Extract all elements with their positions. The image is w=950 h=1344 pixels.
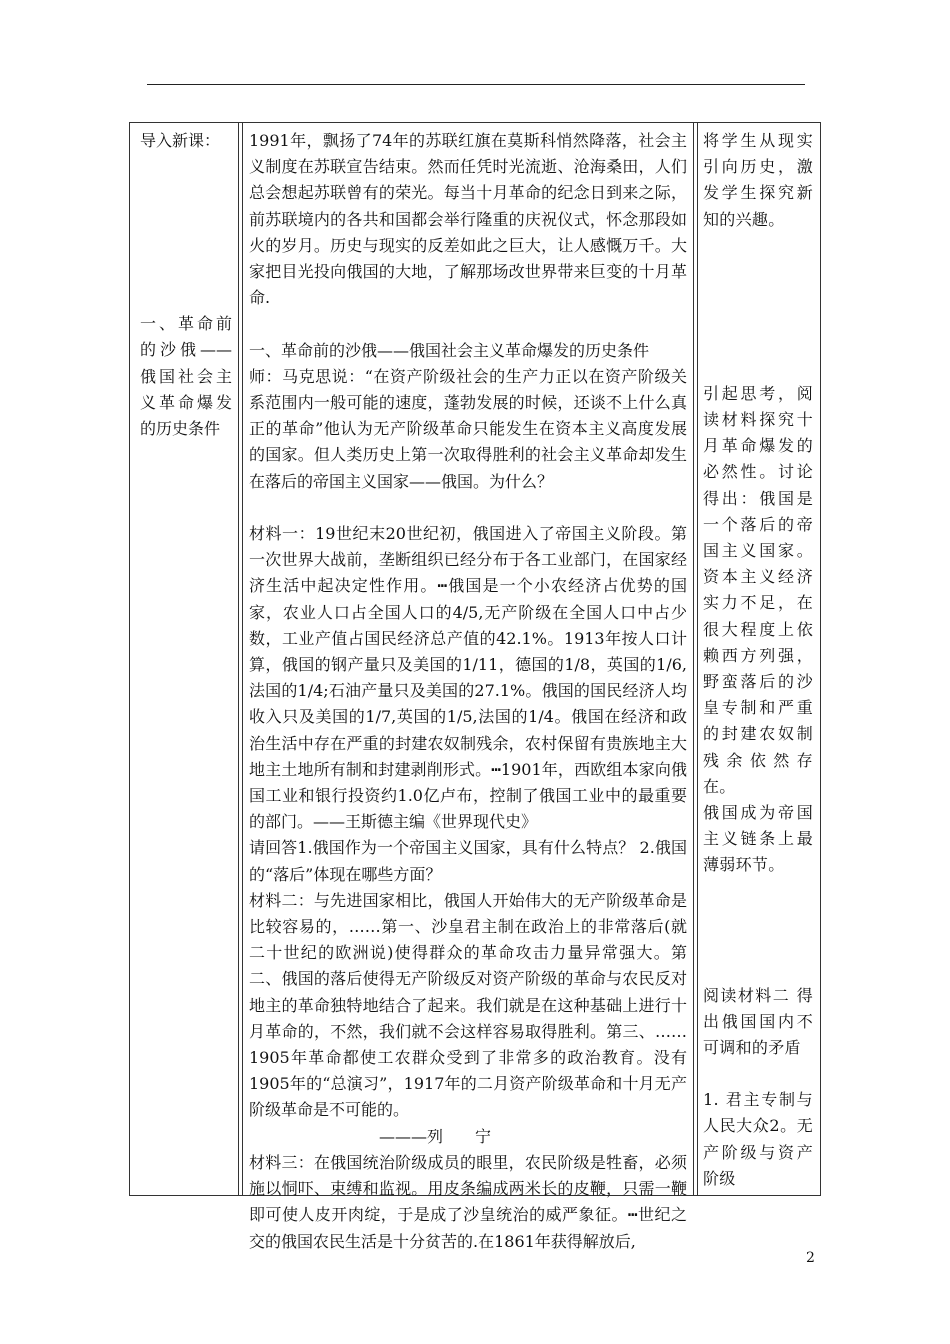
section1-heading: 一、革命前的沙俄——俄国社会主义革命爆发的历史条件 bbox=[249, 340, 650, 360]
note-material-two: 阅读材料二 得出俄国国内不可调和的矛盾 bbox=[703, 985, 813, 1058]
right-column bbox=[703, 123, 813, 1192]
note-weak-link: 俄国成为帝国主义链条上最薄弱环节。 bbox=[703, 803, 813, 875]
teacher-text: 师：马克思说：“在资产阶级社会的生产力正以在资产阶级关系范围内一般可能的速度，蓬勃发展的时候，还谈不上什么真正的革命”他认为无产阶级革命只能发生在资本主义高度发展的国家。但人类历史上第一次取得胜利的社会主义革命却发生在落后的帝国主义国家——俄国。为什么？ bbox=[249, 366, 687, 491]
lesson-table bbox=[129, 122, 821, 1251]
column-divider bbox=[242, 123, 243, 1195]
page-number: 2 bbox=[806, 1250, 815, 1266]
intro-text: 1991年，飘扬了74年的苏联红旗在莫斯科悄然降落，社会主义制度在苏联宣告结束。然而任凭时光流逝、沧海桑田，人们总会想起苏联曾有的荣光。每当十月革命的纪念日到来之际，前苏联境内的各共和国都会举行隆重的庆祝仪式，怀念那段如火的岁月。历史与现实的反差如此之巨大，让人感慨万千。大家把目光投向俄国的大地，了解那场改世界带来巨变的十月革命. bbox=[249, 131, 687, 308]
question-text: 请回答1.俄国作为一个帝国主义国家，具有什么特点？ 2.俄国的“落后”体现在哪些方面？ bbox=[249, 838, 687, 884]
note-contradictions: 1. 君主专制与人民大众2。无产阶级与资产阶级 bbox=[703, 1090, 813, 1188]
column-divider bbox=[693, 123, 694, 1195]
material-two: 材料二：与先进国家相比，俄国人开始伟大的无产阶级革命是比较容易的，……第一、沙皇君主制在政治上的非常落后(就二十世纪的欧洲说)使得群众的革命攻击力量异常强大。第二、俄国的落后使得无产阶级反对资产阶级的革命与农民反对地主的革命独特地结合了起来。我们就是在这种基础上进行十月革命的，不然，我们就不会这样容易取得胜利。第三、……1905年革命都使工农群众受到了非常多的政治教育。没有1905年的“总演习”，1917年的二月资产阶级革命和十月无产阶级革命是不可能的。 bbox=[249, 890, 687, 1120]
material-two-source: ———列 宁 bbox=[379, 1126, 492, 1146]
column-divider bbox=[238, 123, 239, 1195]
section1-label: 一、革命前的沙俄——俄国社会主义革命爆发的历史条件 bbox=[140, 314, 232, 439]
header-rule bbox=[147, 84, 805, 85]
column-divider bbox=[697, 123, 698, 1195]
left-column bbox=[140, 123, 232, 442]
material-three: 材料三：在俄国统治阶级成员的眼里，农民阶级是牲畜，必须施以恫吓、束缚和监视。用皮条编成两米长的皮鞭，只需一鞭即可使人皮开肉绽，于是成了沙皇统治的威严象征。┅世纪之交的俄国农民生活是十分贫苦的.在1861年获得解放后, bbox=[249, 1152, 687, 1251]
note-think: 引起思考，阅读材料探究十月革命爆发的必然性。讨论得出：俄国是一个落后的帝国主义国家。资本主义经济实力不足，在很大程度上依赖西方列强，野蛮落后的沙皇专制和严重的封建农奴制残余依然存在。 bbox=[703, 383, 813, 796]
intro-label: 导入新课： bbox=[140, 131, 221, 150]
note-intro: 将学生从现实引向历史，激发学生探究新知的兴趣。 bbox=[703, 131, 813, 229]
material-one: 材料一：19世纪末20世纪初，俄国进入了帝国主义阶段。第一次世界大战前，垄断组织已经分布于各工业部门，在国家经济生活中起决定性作用。┅俄国是一个小农经济占优势的国家，农业人口占全国人口的4/5,无产阶级在全国人口中占少数，工业产值占国民经济总产值的42.1%。1913年按人口计算，俄国的钢产量只及美国的1/11，德国的1/8，英国的1/6,法国的1/4;石油产量只及美国的27.1%。俄国的国民经济人均收入只及美国的1/7,英国的1/5,法国的1/4。俄国在经济和政治生活中存在严重的封建农奴制残余，农村保留有贵族地主大地主土地所有制和封建剥削形式。┅1901年，西欧组本家向俄国工业和银行投资约1.0亿卢布，控制了俄国工业中的最重要的部门。——王斯德主编《世界现代史》 bbox=[249, 524, 687, 832]
middle-column bbox=[249, 123, 687, 1255]
